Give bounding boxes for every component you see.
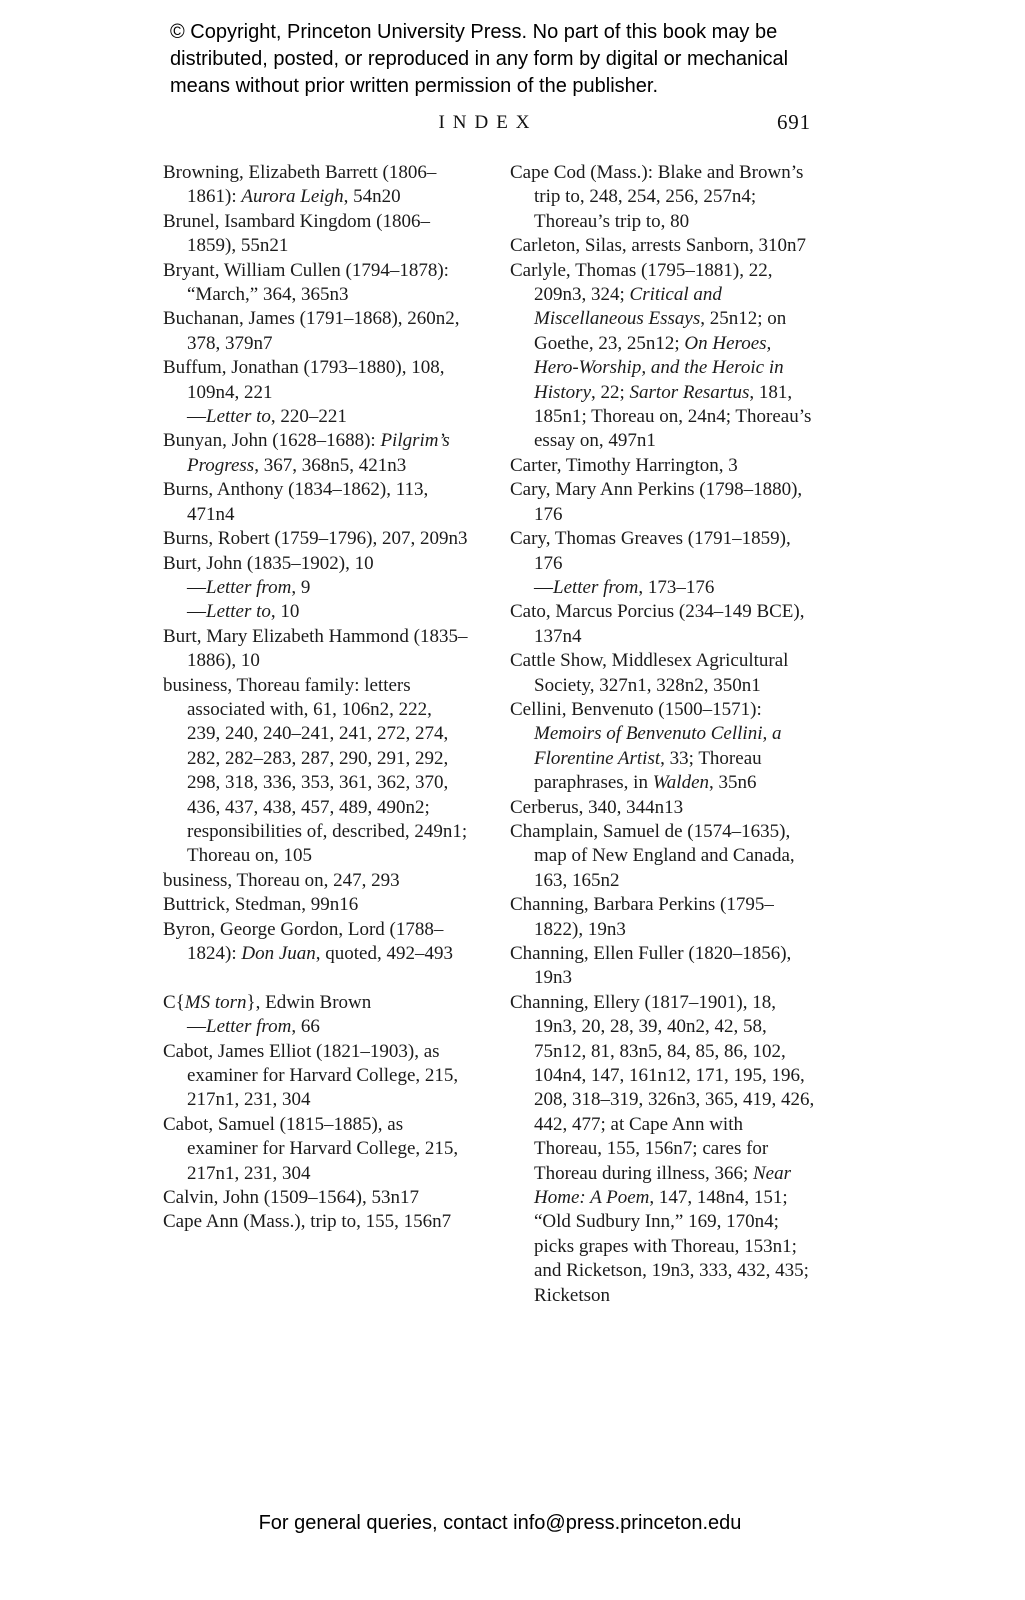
- index-entry: [163, 210, 468, 259]
- column-gap: [163, 966, 468, 990]
- entry-text-italic: Memoirs of Benvenuto Cellini, a Florentine Artist: [534, 723, 782, 769]
- entry-text: Burns, Anthony (1834–1862), 113, 471n4: [163, 479, 429, 525]
- entry-text: C{: [163, 991, 185, 1013]
- entry-text-italic: Walden: [652, 772, 710, 794]
- index-entry: [163, 625, 468, 674]
- entry-text: Cabot, James Elliot (1821–1903), as examiner for Harvard College, 215, 217n1, 231, 304: [163, 1040, 459, 1111]
- column-right: [510, 161, 815, 1308]
- index-entry: [163, 478, 468, 527]
- index-entry: [510, 991, 815, 1308]
- entry-text: , quoted, 492–493: [315, 943, 453, 964]
- entry-text-italic: Letter from: [206, 1016, 292, 1038]
- entry-text: business, Thoreau on, 247, 293: [163, 869, 400, 891]
- entry-text: , 25n12; on Goethe, 23, 25n12;: [534, 308, 787, 354]
- entry-text: Buffum, Jonathan (1793–1880), 108, 109n4, 221: [163, 357, 445, 403]
- entry-text: , 66: [291, 1016, 320, 1038]
- index-subentry: [534, 576, 815, 600]
- index-entry: [163, 161, 468, 210]
- entry-text: Champlain, Samuel de (1574–1635), map of New England and Canada, 163, 165n2: [510, 820, 795, 891]
- index-entry: [510, 796, 815, 820]
- entry-text: Burt, Mary Elizabeth Hammond (1835–1886), 10: [163, 625, 468, 672]
- entry-text-italic: Aurora Leigh: [241, 186, 344, 208]
- entry-text: , 367, 368n5, 421n3: [254, 454, 407, 476]
- entry-text: Carter, Timothy Harrington, 3: [510, 454, 738, 476]
- entry-text: business, Thoreau family: letters associated with, 61, 106n2, 222, 239, 240, 240–241, 241, 272, 274, 282, 282–283, 287, 290, 291, 292, 298, 318, 336, 353, 361, 362, 370, 436, 437, 438, 457, 489, 490n2; responsibilities of, described, 249n1; Thoreau on, 105: [163, 674, 468, 867]
- entry-text: , 220–221: [270, 406, 347, 428]
- entry-text: , 33; Thoreau paraphrases, in: [534, 747, 762, 794]
- entry-text: —: [187, 576, 206, 598]
- page-number: 691: [776, 110, 811, 134]
- entry-text: Cape Ann (Mass.), trip to, 155, 156n7: [163, 1211, 452, 1233]
- entry-text: —: [187, 601, 206, 623]
- entry-text: Burns, Robert (1759–1796), 207, 209n3: [163, 528, 468, 550]
- entry-text: , 10: [270, 601, 300, 623]
- index-entry: [163, 356, 468, 405]
- index-subentry: [187, 600, 468, 624]
- entry-text: Cabot, Samuel (1815–1885), as examiner for Harvard College, 215, 217n1, 231, 304: [163, 1113, 459, 1184]
- index-entry: [510, 698, 815, 796]
- entry-text: Buchanan, James (1791–1868), 260n2, 378, 379n7: [163, 308, 460, 354]
- index-entry: [510, 234, 815, 258]
- entry-text: , 173–176: [638, 576, 715, 598]
- index-entry: [510, 527, 815, 576]
- entry-text-italic: Critical and Miscellaneous Essays: [534, 284, 722, 330]
- index-entry: [510, 454, 815, 478]
- index-subentry: [187, 1015, 468, 1039]
- entry-text-italic: Letter from: [553, 576, 639, 598]
- index-entry: [163, 893, 468, 917]
- entry-text-italic: Letter to: [206, 406, 271, 428]
- entry-text-italic: Sartor Resartus: [629, 381, 750, 403]
- index-title: INDEX: [438, 112, 538, 133]
- entry-text-italic: Don Juan: [241, 943, 316, 964]
- index-entry: [163, 869, 468, 893]
- entry-text: Bunyan, John (1628–1688):: [163, 430, 381, 452]
- entry-text: —: [187, 1016, 206, 1038]
- copyright-line: means without prior written permission of the publisher.: [170, 75, 659, 97]
- index-entry: [163, 1113, 468, 1186]
- column-left: [163, 161, 468, 1308]
- entry-text: Channing, Barbara Perkins (1795–1822), 19n3: [510, 894, 774, 940]
- entry-text: Channing, Ellery (1817–1901), 18, 19n3, 20, 28, 39, 40n2, 42, 58, 75n12, 81, 83n5, 84, 85, 86, 102, 104n4, 147, 161n12, 171, 195, 196, 208, 318–319, 326n3, 365, 419, 426, 442, 477; at Cape Ann with Thoreau, 155, 156n7; cares for Thoreau during illness, 366;: [510, 991, 815, 1184]
- entry-text: , 35n6: [709, 772, 757, 794]
- entry-text: Cellini, Benvenuto (1500–1571):: [510, 698, 762, 720]
- index-entry: [163, 552, 468, 576]
- copyright-line: distributed, posted, or reproduced in any form by digital or mechanical: [170, 48, 789, 70]
- entry-text: —: [187, 406, 206, 428]
- index-entry: [510, 478, 815, 527]
- index-body: [163, 161, 815, 1308]
- index-entry: [163, 1210, 468, 1234]
- entry-text: Burt, John (1835–1902), 10: [163, 552, 374, 574]
- entry-text: Carlyle, Thomas (1795–1881), 22, 209n3, 324;: [510, 259, 773, 306]
- entry-text-italic: On Heroes, Hero-Worship, and the Heroic in History: [534, 332, 784, 403]
- entry-text-italic: Near Home: A Poem: [534, 1162, 791, 1209]
- entry-text: }, Edwin Brown: [246, 991, 372, 1013]
- entry-text-italic: Letter to: [206, 601, 271, 623]
- index-entry: [510, 893, 815, 942]
- entry-text: Brunel, Isambard Kingdom (1806–1859), 55n21: [163, 210, 431, 257]
- entry-text: Cape Cod (Mass.): Blake and Brown’s trip to, 248, 254, 256, 257n4; Thoreau’s trip to, 80: [510, 162, 804, 232]
- entry-text: —: [534, 576, 553, 598]
- index-entry: [163, 429, 468, 478]
- footer-contact: For general queries, contact info@press.princeton.edu: [258, 1512, 742, 1534]
- index-entry: [163, 307, 468, 356]
- index-subentry: [187, 576, 468, 600]
- index-entry: [163, 918, 468, 967]
- entry-text: Cerberus, 340, 344n13: [510, 796, 684, 818]
- entry-text: Cato, Marcus Porcius (234–149 BCE), 137n4: [510, 601, 805, 647]
- entry-text: Carleton, Silas, arrests Sanborn, 310n7: [510, 235, 807, 257]
- index-entry: [163, 674, 468, 869]
- entry-text: , 9: [291, 576, 311, 598]
- entry-text: , 54n20: [343, 186, 401, 208]
- index-entry: [510, 820, 815, 893]
- index-entry: [163, 1040, 468, 1113]
- copyright-notice: [170, 19, 860, 100]
- copyright-line: © Copyright, Princeton University Press. No part of this book may be: [170, 21, 778, 43]
- index-entry: [163, 527, 468, 551]
- index-entry: [510, 649, 815, 698]
- entry-text: Cattle Show, Middlesex Agricultural Society, 327n1, 328n2, 350n1: [510, 650, 789, 696]
- entry-text: Calvin, John (1509–1564), 53n17: [163, 1187, 419, 1209]
- entry-text: , 147, 148n4, 151; “Old Sudbury Inn,” 169, 170n4; picks grapes with Thoreau, 153n1; and Ricketson, 19n3, 333, 432, 435; Ricketson: [534, 1187, 809, 1306]
- entry-text-italic: Pilgrim’s Progress: [187, 430, 450, 476]
- entry-text: Cary, Thomas Greaves (1791–1859), 176: [510, 528, 791, 574]
- index-entry: [510, 600, 815, 649]
- index-entry: [163, 259, 468, 308]
- index-entry: [163, 1186, 468, 1210]
- index-entry: [163, 991, 468, 1015]
- page-header: [163, 112, 813, 140]
- entry-text: Channing, Ellen Fuller (1820–1856), 19n3: [510, 943, 792, 989]
- entry-text: , 22;: [591, 381, 630, 403]
- index-subentry: [187, 405, 468, 429]
- entry-text: Cary, Mary Ann Perkins (1798–1880), 176: [510, 479, 803, 525]
- entry-text-italic: MS torn: [184, 991, 247, 1013]
- index-entry: [510, 942, 815, 991]
- entry-text: Bryant, William Cullen (1794–1878): “March,” 364, 365n3: [163, 259, 449, 306]
- entry-text: Buttrick, Stedman, 99n16: [163, 894, 359, 916]
- entry-text-italic: Letter from: [206, 576, 292, 598]
- entry-text: Browning, Elizabeth Barrett (1806–1861):: [163, 162, 437, 208]
- entry-text: , 181, 185n1; Thoreau on, 24n4; Thoreau’s essay on, 497n1: [534, 381, 812, 452]
- entry-text: Byron, George Gordon, Lord (1788–1824):: [163, 918, 444, 964]
- index-entry: [510, 259, 815, 454]
- index-entry: [510, 161, 815, 234]
